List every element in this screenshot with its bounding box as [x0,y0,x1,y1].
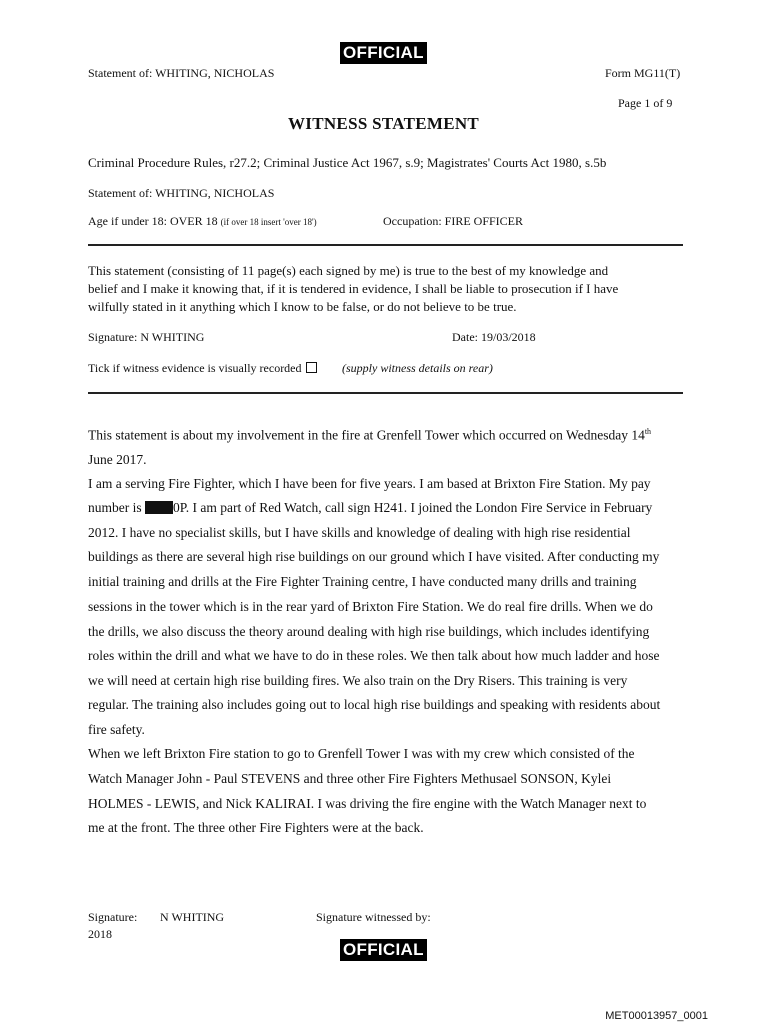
occupation: Occupation: FIRE OFFICER [383,214,523,228]
body-superscript: th [644,427,652,436]
redaction-block [145,501,173,514]
tick-line [88,361,317,376]
body-text: This statement is about my involvement in the fire at Grenfell Tower which occurred on Wednesday 14 [88,427,645,443]
body-line: fire safety. [88,722,145,737]
header-page-number: Page 1 of 9 [618,96,673,110]
age-note: (if over 18 insert 'over 18') [220,217,317,227]
document-id: MET00013957_0001 [605,1010,708,1022]
tick-label: Tick if witness evidence is visually recorded [88,361,302,375]
visual-record-checkbox[interactable] [306,362,317,373]
body-text: number is [88,500,145,515]
statement-of-line: Statement of: WHITING, NICHOLAS [88,186,275,200]
body-line: HOLMES - LEWIS, and Nick KALIRAI. I was driving the fire engine with the Watch Manager next to [88,796,647,811]
age-line [88,214,317,229]
body-line: 2012. I have no specialist skills, but I have skills and knowledge of dealing with high rise residential [88,525,631,540]
footer-signature-value: N WHITING [160,910,225,924]
tick-note: (supply witness details on rear) [342,361,493,375]
body-line [88,500,652,516]
body-line: initial training and drills at the Fire Fighter Training centre, I have conducted many drills and training [88,574,637,589]
official-marking-top: OFFICIAL [340,42,427,64]
header-statement-of: Statement of: WHITING, NICHOLAS [88,66,275,80]
official-marking-bottom: OFFICIAL [340,939,427,961]
declaration-line-1: This statement (consisting of 11 page(s) each signed by me) is true to the best of my knowledge and [88,263,609,278]
body-line: roles within the drill and what we have to do in these roles. We then talk about how much ladder and hose [88,648,660,663]
footer-year: 2018 [88,927,112,941]
page-title: WITNESS STATEMENT [288,114,480,133]
date-line: Date: 19/03/2018 [452,330,536,344]
divider-bottom [88,392,683,394]
body-line: Watch Manager John - Paul STEVENS and three other Fire Fighters Methusael SONSON, Kylei [88,771,612,786]
footer-witnessed: Signature witnessed by: [316,910,431,924]
body-line: June 2017. [88,452,147,467]
footer-signature-label: Signature: [88,910,138,924]
body-line: the drills, we also discuss the theory around dealing with high rise buildings, which includes identifying [88,624,650,639]
header-form: Form MG11(T) [605,66,681,80]
declaration-line-3: wilfully stated in it anything which I know to be false, or do not believe to be true. [88,299,517,314]
divider-top [88,244,683,246]
body-line: When we left Brixton Fire station to go to Grenfell Tower I was with my crew which consisted of the [88,746,635,761]
rules-line: Criminal Procedure Rules, r27.2; Criminal Justice Act 1967, s.9; Magistrates' Courts Act 1980, s.5b [88,155,607,170]
body-text: 0P. I am part of Red Watch, call sign H241. I joined the London Fire Service in February [173,500,653,515]
body-line: buildings as there are several high rise buildings on our ground which I have visited. After conducting my [88,549,660,564]
signature-line: Signature: N WHITING [88,330,205,344]
declaration-line-2: belief and I make it knowing that, if it is tendered in evidence, I shall be liable to prosecution if I have [88,281,619,296]
body-line: regular. The training also includes going out to local high rise buildings and speaking with residents about [88,697,661,712]
body-line: sessions in the tower which is in the rear yard of Brixton Fire Station. We do real fire drills. When we do [88,599,653,614]
body-line: I am a serving Fire Fighter, which I have been for five years. I am based at Brixton Fire Station. My pay [88,476,651,491]
body-line: we will need at certain high rise building fires. We also train on the Dry Risers. This training is very [88,673,628,688]
age-label: Age if under 18: OVER 18 [88,214,218,228]
body-line [88,427,651,444]
body-line: me at the front. The three other Fire Fighters were at the back. [88,820,424,835]
